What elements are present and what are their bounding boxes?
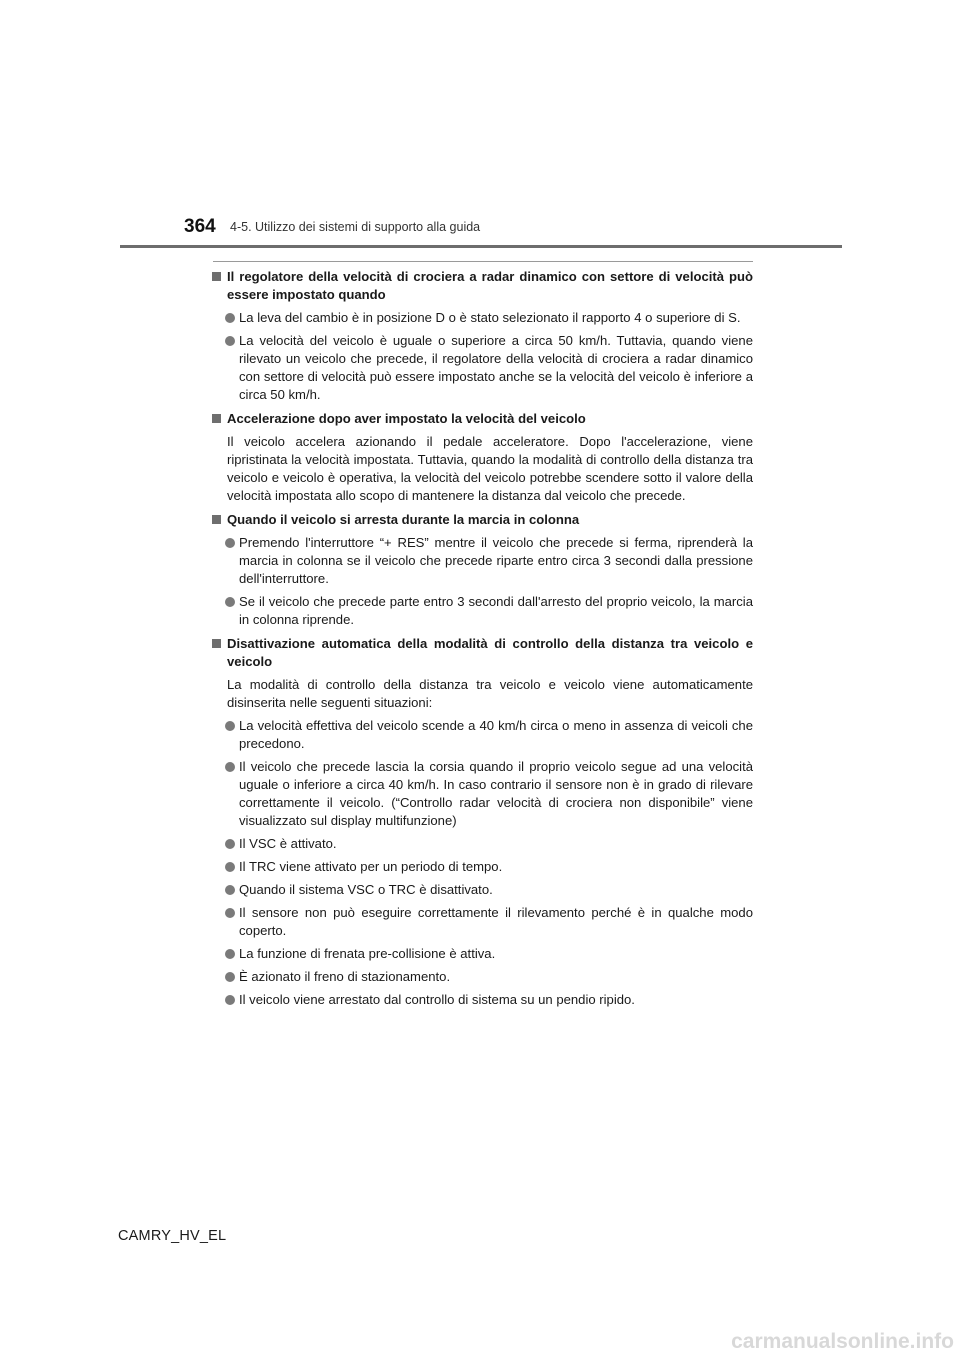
list-item-text: Quando il sistema VSC o TRC è disattivato.	[239, 882, 493, 897]
round-bullet-icon	[225, 762, 235, 772]
list-item-text: Il VSC è attivato.	[239, 836, 337, 851]
section-heading-text: Accelerazione dopo aver impostato la velocità del veicolo	[227, 411, 586, 426]
content-section	[212, 511, 753, 629]
list-item	[212, 945, 753, 963]
list-item	[212, 717, 753, 753]
square-bullet-icon	[212, 515, 221, 524]
list-item-text: La leva del cambio è in posizione D o è stato selezionato il rapporto 4 o superiore di S.	[239, 310, 741, 325]
section-heading	[212, 410, 753, 428]
section-heading	[212, 268, 753, 304]
round-bullet-icon	[225, 336, 235, 346]
list-item	[212, 968, 753, 986]
square-bullet-icon	[212, 414, 221, 423]
round-bullet-icon	[225, 862, 235, 872]
round-bullet-icon	[225, 972, 235, 982]
list-item-text: Il TRC viene attivato per un periodo di tempo.	[239, 859, 503, 874]
content-section	[212, 410, 753, 505]
list-item	[212, 991, 753, 1009]
list-item	[212, 593, 753, 629]
content-section	[212, 635, 753, 1009]
list-item-text: La velocità effettiva del veicolo scende a 40 km/h circa o meno in assenza di veicoli che precedono.	[239, 718, 753, 751]
manual-content	[212, 268, 753, 1015]
content-divider	[213, 261, 753, 262]
list-item-text: È azionato il freno di stazionamento.	[239, 969, 451, 984]
body-paragraph: Il veicolo accelera azionando il pedale acceleratore. Dopo l'accelerazione, viene ripristinata la velocità impostata. Tuttavia, quando la modalità di controllo della distanza tra veicolo e veicolo è operativa, la velocità del veicolo potrebbe scendere sotto il valore della velocità impostata allo scopo di mantenere la distanza dal veicolo che precede.	[227, 434, 753, 503]
round-bullet-icon	[225, 949, 235, 959]
round-bullet-icon	[225, 597, 235, 607]
list-item	[212, 904, 753, 940]
round-bullet-icon	[225, 995, 235, 1005]
list-item-text: Il veicolo viene arrestato dal controllo di sistema su un pendio ripido.	[239, 992, 635, 1007]
list-item-text: La velocità del veicolo è uguale o superiore a circa 50 km/h. Tuttavia, quando viene rilevato un veicolo che precede, il regolatore della velocità di crociera a radar dinamico con settore di velocità può essere impostato anche se la velocità del veicolo è inferiore a circa 50 km/h.	[239, 333, 753, 402]
round-bullet-icon	[225, 885, 235, 895]
footer-code: CAMRY_HV_EL	[118, 1228, 227, 1244]
list-item-text: La funzione di frenata pre-collisione è attiva.	[239, 946, 496, 961]
square-bullet-icon	[212, 272, 221, 281]
round-bullet-icon	[225, 313, 235, 323]
list-item-text: Il sensore non può eseguire correttamente il rilevamento perché è in qualche modo coperto.	[239, 905, 753, 938]
round-bullet-icon	[225, 538, 235, 548]
list-item	[212, 881, 753, 899]
header-divider	[120, 245, 842, 248]
section-heading-text: Il regolatore della velocità di crociera a radar dinamico con settore di velocità può essere impostato quando	[227, 269, 753, 302]
round-bullet-icon	[225, 908, 235, 918]
section-title: 4-5. Utilizzo dei sistemi di supporto alla guida	[230, 220, 481, 234]
list-item	[212, 534, 753, 588]
section-heading	[212, 511, 753, 529]
list-item	[212, 835, 753, 853]
round-bullet-icon	[225, 721, 235, 731]
list-item	[212, 758, 753, 830]
section-heading	[212, 635, 753, 671]
list-item-text: Premendo l'interruttore “+ RES” mentre il veicolo che precede si ferma, riprenderà la marcia in colonna se il veicolo che precede riparte entro circa 3 secondi dalla pressione dell'interruttore.	[239, 535, 753, 586]
page-number: 364	[184, 216, 216, 237]
watermark: carmanualsonline.info	[731, 1330, 954, 1353]
list-item-text: Se il veicolo che precede parte entro 3 secondi dall'arresto del proprio veicolo, la marcia in colonna riprende.	[239, 594, 753, 627]
content-section	[212, 268, 753, 404]
square-bullet-icon	[212, 639, 221, 648]
list-item-text: Il veicolo che precede lascia la corsia quando il proprio veicolo segue ad una velocità uguale o inferiore a circa 40 km/h. In caso contrario il sensore non è in grado di rilevare correttamente il veicolo. (“Controllo radar velocità di crociera non disponibile” viene visualizzato sul display multifunzione)	[239, 759, 753, 828]
body-paragraph: La modalità di controllo della distanza tra veicolo e veicolo viene automaticamente disinserita nelle seguenti situazioni:	[227, 677, 753, 710]
section-heading-text: Quando il veicolo si arresta durante la marcia in colonna	[227, 512, 580, 527]
list-item	[212, 858, 753, 876]
section-heading-text: Disattivazione automatica della modalità di controllo della distanza tra veicolo e veicolo	[227, 636, 753, 669]
round-bullet-icon	[225, 839, 235, 849]
list-item	[212, 332, 753, 404]
list-item	[212, 309, 753, 327]
